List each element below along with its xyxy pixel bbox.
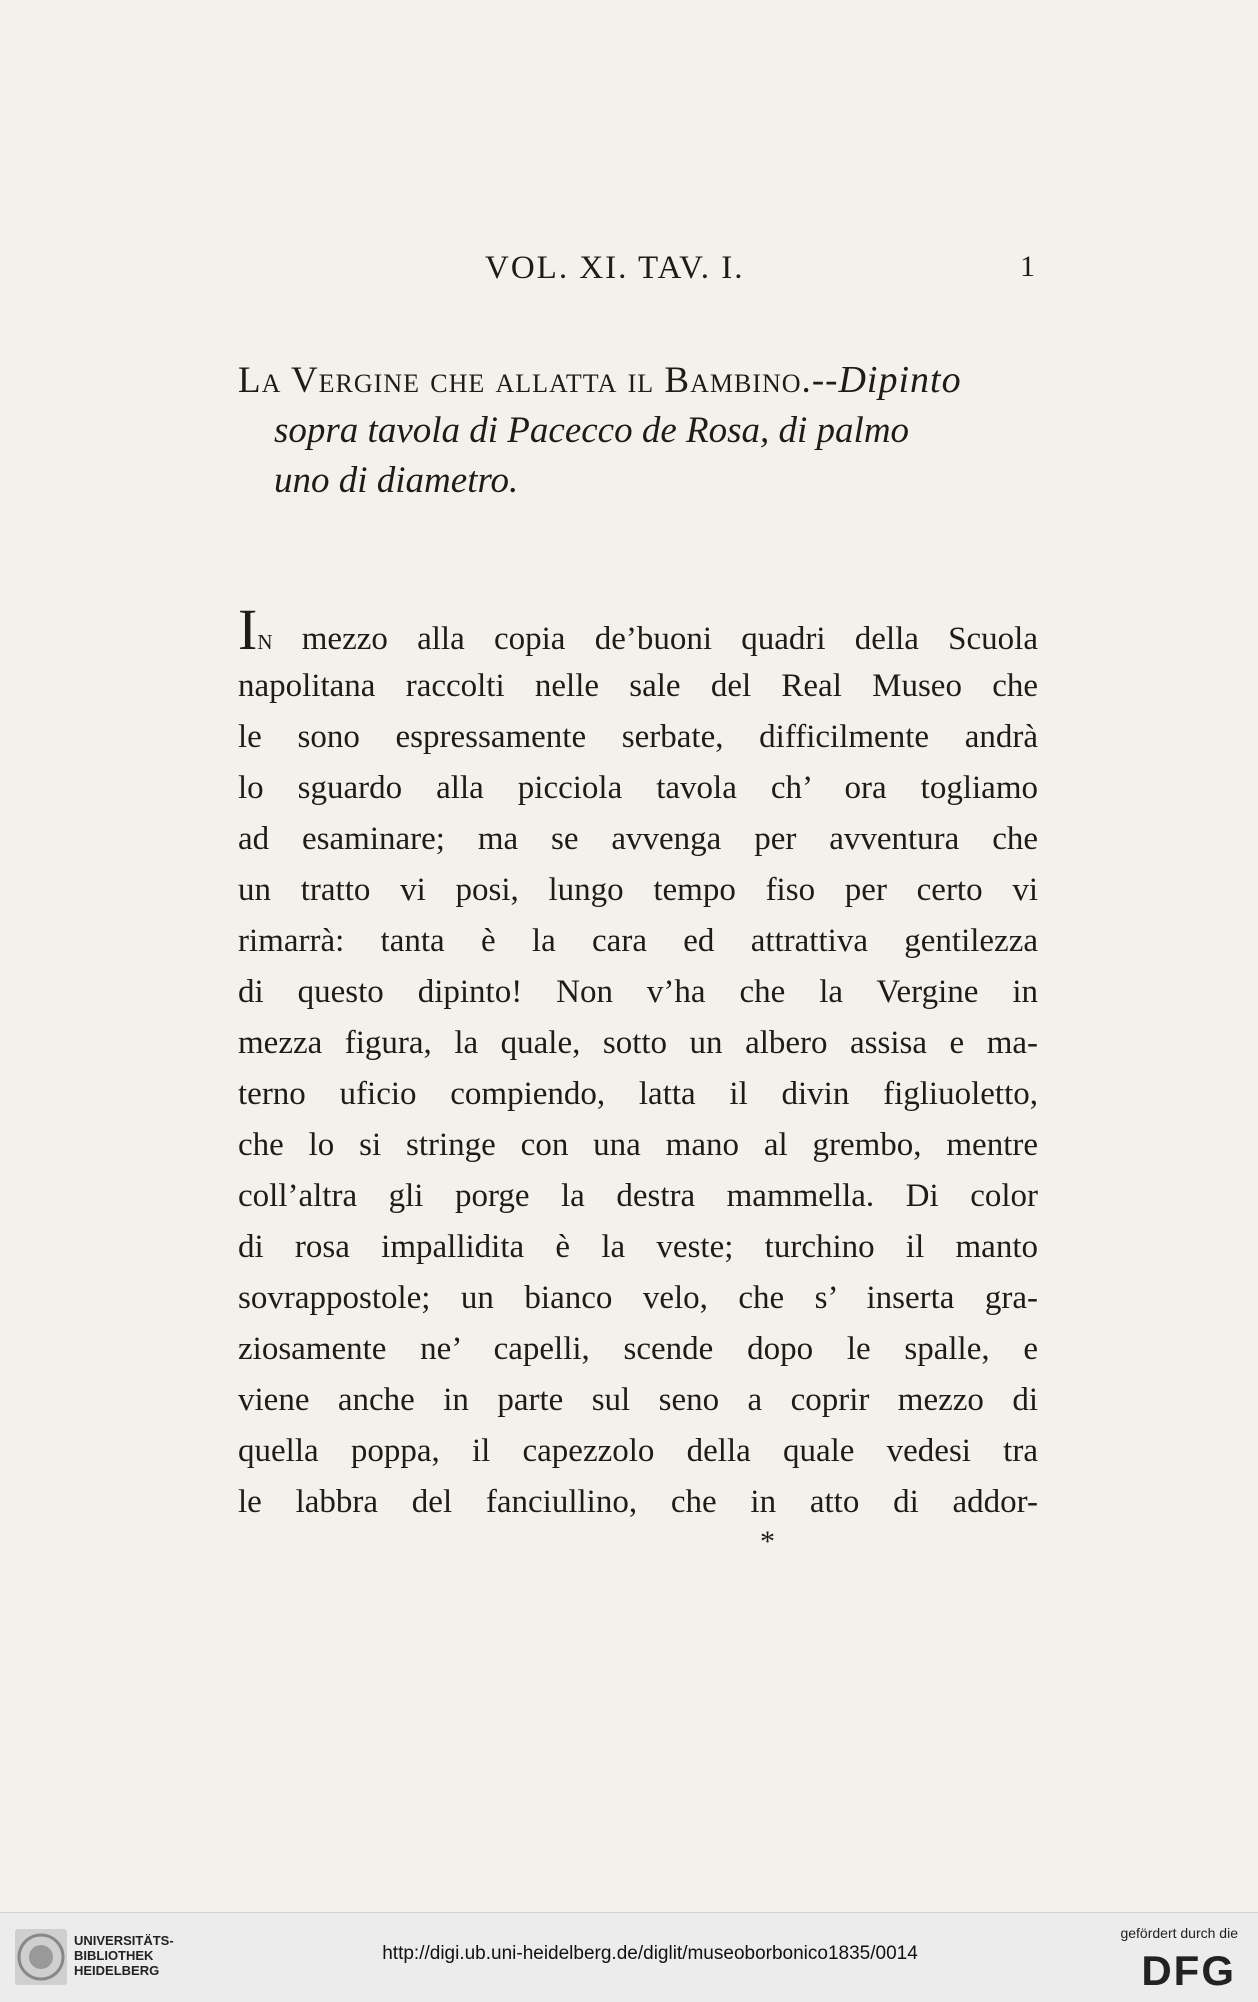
drop-cap-rest: n	[257, 623, 273, 656]
body-line: sovrappostole; un bianco velo, che s’ inserta gra-	[238, 1280, 1038, 1316]
body-text	[238, 597, 1038, 1528]
title-italic-start: Dipinto	[838, 359, 962, 401]
body-line: ad esaminare; ma se avvenga per avventura che	[238, 821, 1038, 857]
body-line: terno uficio compiendo, latta il divin figliuoletto,	[238, 1076, 1038, 1112]
funding-label: gefördert durch die	[1120, 1925, 1238, 1941]
body-line: quella poppa, il capezzolo della quale vedesi tra	[238, 1433, 1038, 1469]
drop-cap: I	[238, 597, 258, 662]
body-line: ziosamente ne’ capelli, scende dopo le spalle, e	[238, 1331, 1038, 1367]
body-line: di rosa impallidita è la veste; turchino il manto	[238, 1229, 1038, 1265]
title-line-3: uno di diametro.	[274, 460, 519, 501]
body-line: le sono espressamente serbate, difficilmente andrà	[238, 719, 1038, 755]
body-line: che lo si stringe con una mano al grembo, mentre	[238, 1127, 1038, 1163]
title-line-1	[238, 355, 1038, 406]
title-separator: --	[811, 360, 839, 401]
body-line: viene anche in parte sul seno a coprir mezzo di	[238, 1382, 1038, 1418]
dfg-logo: DFG	[1141, 1947, 1236, 1994]
body-line: coll’altra gli porge la destra mammella. Di color	[238, 1178, 1038, 1214]
body-line-last: le labbra del fanciullino, che in atto di addor-	[238, 1484, 1038, 1520]
body-line: mezza figura, la quale, sotto un albero assisa e ma-	[238, 1025, 1038, 1061]
body-line: lo sguardo alla picciola tavola ch’ ora togliamo	[238, 770, 1038, 806]
plate-title	[238, 355, 1038, 506]
institution-name	[74, 1933, 224, 1978]
university-seal-icon	[15, 1929, 67, 1985]
body-line-1-text: mezzo alla copia de’buoni quadri della Scuola	[301, 621, 1038, 657]
permalink-url[interactable]: http://digi.ub.uni-heidelberg.de/diglit/museoborbonico1835/0014	[382, 1943, 918, 1964]
institution-line: BIBLIOTHEK	[74, 1948, 154, 1963]
signature-mark: *	[760, 1525, 775, 1558]
footer-bar	[0, 1912, 1258, 2002]
body-line: un tratto vi posi, lungo tempo fiso per certo vi	[238, 872, 1038, 908]
institution-line: UNIVERSITÄTS-	[74, 1933, 174, 1948]
running-head: VOL. XI. TAV. I.	[485, 250, 745, 286]
title-line-2: sopra tavola di Pacecco de Rosa, di palmo	[274, 410, 910, 451]
running-header	[235, 250, 1035, 290]
body-line: di questo dipinto! Non v’ha che la Vergine in	[238, 974, 1038, 1010]
body-line-first	[238, 597, 1038, 662]
body-line: rimarrà: tanta è la cara ed attrattiva gentilezza	[238, 923, 1038, 959]
institution-line: HEIDELBERG	[74, 1963, 160, 1978]
page-number: 1	[1020, 250, 1035, 283]
body-line: napolitana raccolti nelle sale del Real Museo che	[238, 668, 1038, 704]
title-caps: La Vergine che allatta il Bambino.	[238, 360, 812, 401]
